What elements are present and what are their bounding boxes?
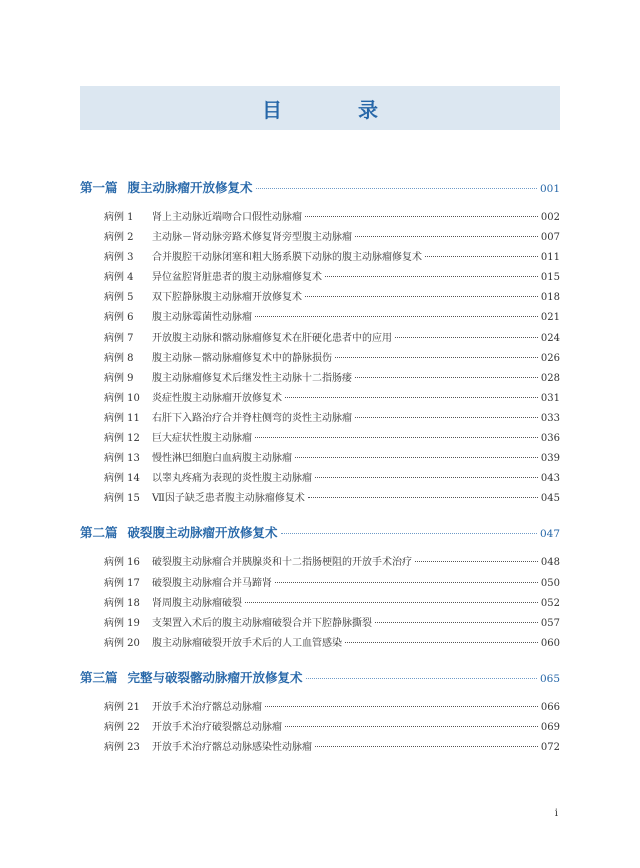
- toc-entry[interactable]: [104, 614, 560, 634]
- toc-entry[interactable]: [104, 738, 560, 758]
- entry-page: 057: [540, 617, 560, 629]
- toc-entry[interactable]: [104, 553, 560, 573]
- toc-entry[interactable]: [104, 594, 560, 614]
- dot-leader: [275, 582, 538, 583]
- entry-title: 肾上主动脉近端吻合口假性动脉瘤: [152, 212, 302, 223]
- dot-leader: [281, 533, 537, 534]
- section-heading[interactable]: [80, 668, 560, 686]
- entry-label: 病例 11: [104, 412, 140, 424]
- dot-leader: [265, 706, 538, 707]
- section-label: 第一篇: [80, 180, 118, 195]
- entry-title: 腹主动脉霉菌性动脉瘤: [152, 312, 252, 324]
- dot-leader: [305, 216, 538, 217]
- toc-entry[interactable]: [104, 698, 560, 718]
- entry-list: [104, 698, 560, 758]
- section-label: 第三篇: [80, 669, 118, 685]
- entry-title: 破裂腹主动脉瘤合并马蹄肾: [152, 577, 272, 589]
- entry-title: 肾周腹主动脉瘤破裂: [152, 597, 242, 609]
- dot-leader: [375, 622, 538, 623]
- toc-entry[interactable]: [104, 409, 560, 429]
- entry-label: 病例 1: [104, 212, 134, 223]
- page-number: i: [554, 808, 558, 819]
- entry-label: 病例 13: [104, 453, 140, 465]
- toc-entry[interactable]: [104, 248, 560, 268]
- entry-label: 病例 20: [104, 637, 140, 649]
- entry-label: 病例 9: [104, 372, 134, 384]
- section-title: 腹主动脉瘤开放修复术: [127, 180, 253, 195]
- entry-list: [104, 553, 560, 653]
- toc-entry[interactable]: [104, 268, 560, 288]
- entry-page: 045: [540, 493, 560, 505]
- entry-title: 开放手术治疗破裂髂总动脉瘤: [152, 721, 282, 733]
- entry-page: 002: [540, 212, 560, 223]
- entry-page: 028: [540, 372, 560, 384]
- entry-label: 病例 2: [104, 232, 134, 244]
- section-label: 第二篇: [80, 525, 118, 541]
- entry-page: 052: [540, 597, 560, 609]
- entry-title: 巨大症状性腹主动脉瘤: [152, 433, 252, 445]
- entry-page: 043: [540, 473, 560, 485]
- page-title: 目 录: [262, 97, 406, 122]
- dot-leader: [325, 276, 538, 277]
- toc-entry[interactable]: [104, 469, 560, 489]
- dot-leader: [355, 236, 538, 237]
- entry-label: 病例 19: [104, 617, 140, 629]
- toc-entry[interactable]: [104, 308, 560, 328]
- section-heading[interactable]: [80, 178, 560, 196]
- section-title: 破裂腹主动脉瘤开放修复术: [127, 525, 278, 541]
- entry-title: 主动脉－肾动脉旁路术修复肾旁型腹主动脉瘤: [152, 232, 352, 244]
- entry-title: 腹主动脉瘤破裂开放手术后的人工血管感染: [152, 637, 342, 649]
- dot-leader: [395, 337, 538, 338]
- entry-label: 病例 10: [104, 392, 140, 404]
- entry-title: 腹主动脉瘤修复术后继发性主动脉十二指肠瘘: [152, 372, 352, 384]
- entry-title: 开放腹主动脉和髂动脉瘤修复术在肝硬化患者中的应用: [152, 332, 392, 344]
- dot-leader: [345, 642, 538, 643]
- dot-leader: [305, 296, 538, 297]
- toc-entry[interactable]: [104, 574, 560, 594]
- toc-entry[interactable]: [104, 369, 560, 389]
- entry-label: 病例 18: [104, 597, 140, 609]
- dot-leader: [306, 678, 537, 679]
- toc-entry[interactable]: [104, 718, 560, 738]
- toc-entry[interactable]: [104, 389, 560, 409]
- dot-leader: [295, 457, 538, 458]
- dot-leader: [335, 357, 538, 358]
- section-heading[interactable]: [80, 523, 560, 541]
- section-page: 065: [539, 672, 560, 685]
- entry-title: 异位盆腔肾脏患者的腹主动脉瘤修复术: [152, 272, 322, 284]
- entry-title: 慢性淋巴细胞白血病腹主动脉瘤: [152, 453, 292, 465]
- entry-label: 病例 7: [104, 332, 134, 344]
- entry-page: 039: [540, 453, 560, 465]
- entry-label: 病例 16: [104, 557, 140, 569]
- entry-label: 病例 22: [104, 721, 140, 733]
- entry-label: 病例 15: [104, 493, 140, 505]
- dot-leader: [255, 437, 538, 438]
- title-band: [80, 86, 560, 130]
- entry-page: 026: [540, 352, 560, 364]
- entry-label: 病例 6: [104, 312, 134, 324]
- dot-leader: [256, 188, 537, 189]
- entry-page: 060: [540, 637, 560, 649]
- dot-leader: [315, 746, 538, 747]
- entry-title: 破裂腹主动脉瘤合并胰腺炎和十二指肠梗阻的开放手术治疗: [152, 557, 412, 569]
- entry-page: 007: [540, 232, 560, 244]
- entry-page: 048: [540, 557, 560, 569]
- entry-label: 病例 23: [104, 742, 140, 754]
- toc-entry[interactable]: [104, 228, 560, 248]
- toc-entry[interactable]: [104, 634, 560, 654]
- toc-entry[interactable]: [104, 329, 560, 349]
- entry-label: 病例 3: [104, 252, 134, 264]
- entry-page: 021: [540, 312, 560, 324]
- dot-leader: [355, 417, 538, 418]
- entry-label: 病例 21: [104, 701, 140, 713]
- toc-entry[interactable]: [104, 288, 560, 308]
- entry-title: Ⅶ因子缺乏患者腹主动脉瘤修复术: [152, 493, 305, 505]
- toc-entry[interactable]: [104, 349, 560, 369]
- section-title: 完整与破裂髂动脉瘤开放修复术: [127, 669, 303, 685]
- entry-page: 011: [540, 252, 560, 264]
- entry-label: 病例 8: [104, 352, 134, 364]
- entry-title: 以睾丸疼痛为表现的炎性腹主动脉瘤: [152, 473, 312, 485]
- toc-entry[interactable]: [104, 449, 560, 469]
- dot-leader: [425, 256, 538, 257]
- entry-page: 031: [540, 392, 560, 404]
- entry-page: 050: [540, 577, 560, 589]
- entry-title: 右肝下入路治疗合并脊柱侧弯的炎性主动脉瘤: [152, 412, 352, 424]
- entry-title: 支架置入术后的腹主动脉瘤破裂合并下腔静脉撕裂: [152, 617, 372, 629]
- entry-page: 036: [540, 433, 560, 445]
- entry-label: 病例 4: [104, 272, 134, 284]
- section-page: 047: [539, 528, 560, 541]
- toc-entry[interactable]: [104, 429, 560, 449]
- entry-title: 炎症性腹主动脉瘤开放修复术: [152, 392, 282, 404]
- dot-leader: [308, 497, 538, 498]
- toc-entry[interactable]: [104, 208, 560, 228]
- entry-label: 病例 14: [104, 473, 140, 485]
- entry-page: 015: [540, 272, 560, 284]
- dot-leader: [255, 316, 538, 317]
- entry-title: 开放手术治疗髂总动脉瘤: [152, 701, 262, 713]
- entry-title: 腹主动脉－髂动脉瘤修复术中的静脉损伤: [152, 352, 332, 364]
- entry-page: 024: [540, 332, 560, 344]
- entry-label: 病例 5: [104, 292, 134, 304]
- section-page: 001: [539, 183, 560, 195]
- dot-leader: [315, 477, 538, 478]
- entry-page: 066: [540, 701, 560, 713]
- entry-title: 开放手术治疗髂总动脉感染性动脉瘤: [152, 742, 312, 754]
- entry-title: 双下腔静脉腹主动脉瘤开放修复术: [152, 292, 302, 304]
- dot-leader: [415, 561, 538, 562]
- dot-leader: [245, 602, 538, 603]
- entry-page: 033: [540, 412, 560, 424]
- table-of-contents: [80, 178, 560, 758]
- toc-entry[interactable]: [104, 489, 560, 509]
- dot-leader: [285, 397, 538, 398]
- entry-label: 病例 12: [104, 433, 140, 445]
- entry-label: 病例 17: [104, 577, 140, 589]
- dot-leader: [355, 377, 538, 378]
- section-gap: [80, 509, 560, 523]
- entry-page: 018: [540, 292, 560, 304]
- section-gap: [80, 654, 560, 668]
- entry-title: 合并腹腔干动脉闭塞和粗大肠系膜下动脉的腹主动脉瘤修复术: [152, 252, 422, 264]
- entry-page: 072: [540, 742, 560, 754]
- entry-list: [104, 208, 560, 509]
- dot-leader: [285, 726, 538, 727]
- entry-page: 069: [540, 721, 560, 733]
